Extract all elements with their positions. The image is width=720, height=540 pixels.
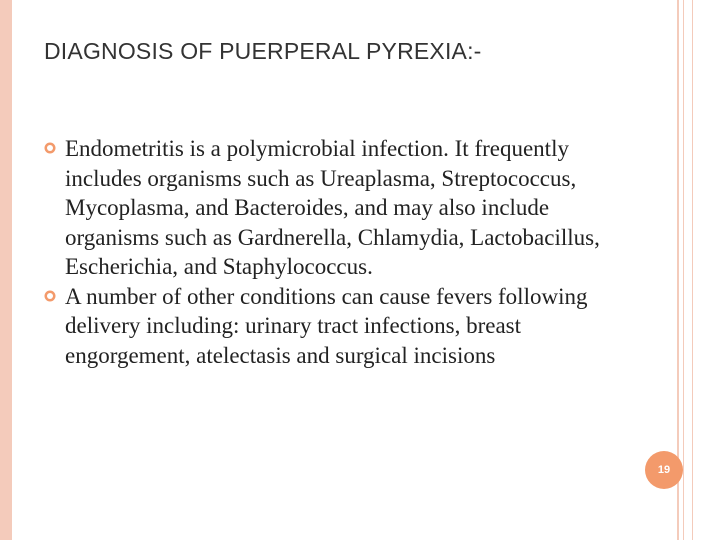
- bullet-item: [44, 282, 604, 371]
- bullet-item: [44, 134, 604, 282]
- page-number-badge: 19: [645, 451, 683, 489]
- circle-bullet-icon: [44, 142, 56, 154]
- right-decor-rule: [683, 0, 684, 540]
- bullet-list: [44, 134, 604, 370]
- left-decor-strip: [0, 0, 12, 540]
- bullet-text: A number of other conditions can cause fevers following delivery including: urinary tract infections, breast engorgement, atelectasis and surgical incisions: [65, 283, 588, 368]
- bullet-text: Endometritis is a polymicrobial infection. It frequently includes organisms such as Ureaplasma, Streptococcus, Mycoplasma, and Bacteroides, and may also include organisms such as Gardnerella, Chlamydia, Lactobacillus, Escherichia, and Staphylococcus.: [65, 136, 600, 279]
- right-decor-rule: [692, 0, 693, 540]
- circle-bullet-icon: [44, 290, 56, 302]
- slide-title: DIAGNOSIS OF PUERPERAL PYREXIA:-: [44, 38, 482, 64]
